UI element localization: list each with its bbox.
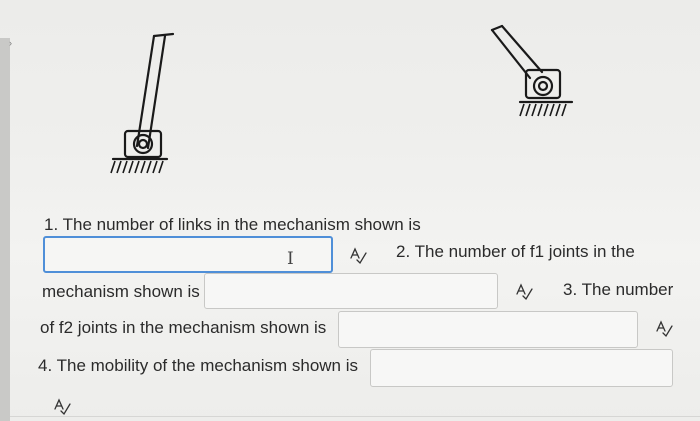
question-3-number: 3. (563, 280, 578, 299)
question-4-label (38, 356, 358, 376)
text-cursor-icon: I (287, 249, 294, 269)
question-2-label-line1 (396, 242, 635, 262)
spellcheck-icon[interactable] (514, 283, 534, 301)
question-3-answer-input[interactable] (338, 311, 638, 348)
question-2-label-line2: mechanism shown is (42, 282, 200, 301)
left-scroll-edge (0, 38, 10, 421)
left-edge-marker: › (9, 38, 12, 48)
question-1-text: The number of links in the mechanism shown is (62, 215, 421, 234)
question-3-label-line1 (563, 280, 673, 300)
bottom-divider (10, 416, 700, 417)
spellcheck-icon[interactable] (654, 320, 674, 338)
question-3-label-line2: of f2 joints in the mechanism shown is (40, 318, 327, 337)
question-1-number: 1. (44, 215, 59, 234)
question-3-text-part1: The number (581, 280, 674, 299)
question-2-answer-input[interactable] (204, 273, 498, 309)
question-1-label (44, 215, 421, 235)
question-4-answer-input[interactable] (370, 349, 673, 387)
spellcheck-icon[interactable] (52, 398, 72, 416)
spellcheck-icon[interactable] (348, 247, 368, 265)
question-4-number: 4. (38, 356, 53, 375)
mechanism-figure-left (105, 28, 185, 188)
question-2-text-part1: The number of f1 joints in the (414, 242, 635, 261)
question-4-text: The mobility of the mechanism shown is (56, 356, 359, 375)
question-2-number: 2. (396, 242, 411, 261)
mechanism-figure-right (480, 20, 590, 130)
